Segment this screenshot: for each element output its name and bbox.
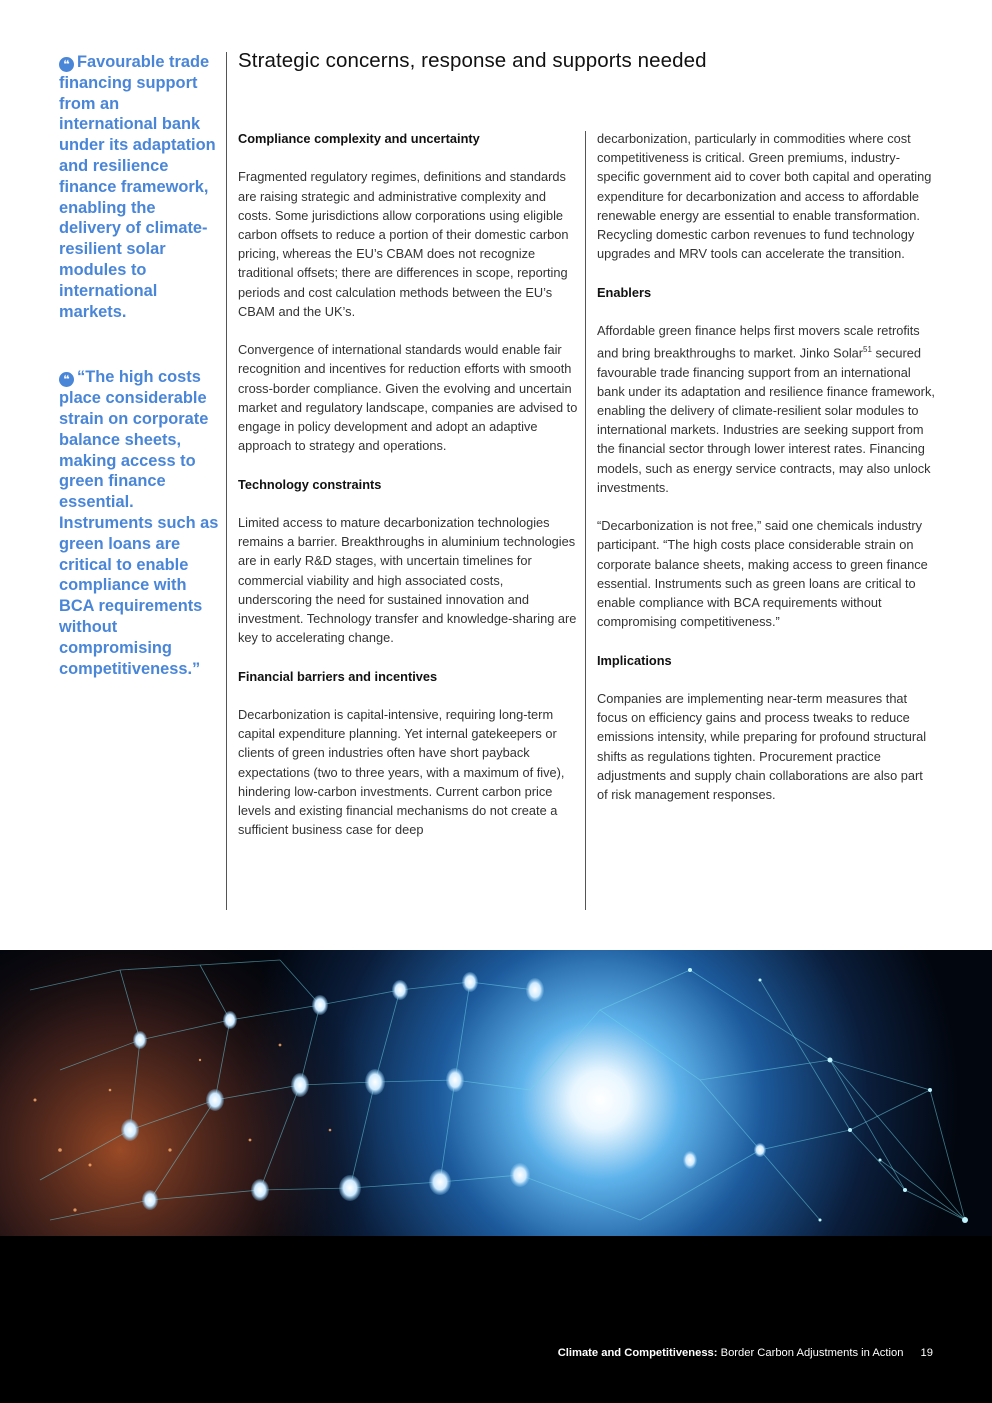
paragraph: Companies are implementing near-term measures that focus on efficiency gains and process tweaks to reduce emissions intensity, while preparing for profound structural shifts as regulations tighten. Procurement practice adjustments and supply chain collaborations are also part of risk management responses. xyxy=(597,691,927,803)
paragraph: Limited access to mature decarbonization technologies remains a barrier. Breakthroughs in aluminium technologies are in early R&D stages, with uncertain timelines for commercial viability and high associated costs, underscoring the need for sustained innovation and investment. Technology transfer and knowledge-sharing are key to accelerating change. xyxy=(238,515,577,646)
paragraph: Fragmented regulatory regimes, definitions and standards are raising strategic and administrative complexity and costs. Some jurisdictions allow corporations using eligible carbon offsets to reduce a portion of their domestic carbon pricing, whereas the EU’s CBAM does not recognize traditional offsets; there are differences in scope, reporting periods and cost calculation methods between the EU’s CBAM and the UK’s. xyxy=(238,169,569,319)
page-footer xyxy=(558,1347,933,1359)
section-heading: Financial barriers and incentives xyxy=(238,668,438,684)
paragraph: Convergence of international standards would enable fair recognition and incentives for reduction efforts with smooth cross-border compliance. Given the evolving and uncertain market and regulatory landscape, companies are advised to engage in policy development and adopt an adaptive approach to strategy and operations. xyxy=(238,342,578,454)
paragraph: Affordable green finance helps first movers scale retrofits and bring breakthroughs to market. Jinko Solar$^{51}$ secured favourable trade financing support from an international bank under its adaptation and resilience finance framework, enabling the delivery of climate-resilient solar modules to international markets. Industries are seeking support from the financial sector through lower interest rates. Financing models, such as energy service contracts, may also unlock investments. xyxy=(597,323,935,495)
article-column-left xyxy=(238,129,580,839)
section-heading: Enablers xyxy=(597,284,652,300)
pull-quote-1: ❝ Favourable trade financing support from an international bank under its adaptation and resilience finance framework, enabling the delivery of climate-resilient solar modules to international markets. xyxy=(59,53,216,321)
page-title: Strategic concerns, response and supports needed xyxy=(238,49,707,72)
network-illustration xyxy=(0,950,992,1236)
pull-quote-2: ❝ “The high costs place considerable strain on corporate balance sheets, making access to green finance essential. Instruments such as green loans are critical to enable compliance with BCA requirements without compromising competitiveness.” xyxy=(59,368,219,678)
publication-title: Climate and Competitiveness: xyxy=(557,1347,718,1359)
paragraph: Decarbonization is capital-intensive, requiring long-term capital expenditure planning. Yet internal gatekeepers or clients of green industries often have short payback expectations (two to three years, with a maximum of five), hindering low-carbon investments. Current carbon price levels and existing financial mechanisms do not create a sufficient business case for deep xyxy=(238,707,565,838)
hero-image-network-globe xyxy=(0,950,992,1236)
paragraph: decarbonization, particularly in commodities where cost competitiveness is critical. Green premiums, industry-specific government aid to cover both capital and operating expenditure for decarbonization and access to affordable renewable energy are essential to enable transformation. Recycling domestic carbon revenues to fund technology upgrades and MRV tools can accelerate the transition. xyxy=(597,131,932,262)
paragraph: “Decarbonization is not free,” said one chemicals industry participant. “The high costs place considerable strain on corporate balance sheets, making access to green finance essential. Instruments such as green loans are critical to enable compliance with BCA requirements without compromising competitiveness.” xyxy=(597,518,928,630)
left-divider xyxy=(226,52,227,910)
sidebar-quotes xyxy=(59,52,219,679)
footer-band xyxy=(0,1236,992,1403)
quote-icon: ❝ xyxy=(59,57,74,72)
quote-icon: ❝ xyxy=(59,372,74,387)
section-heading: Implications xyxy=(597,652,672,668)
page-number: 19 xyxy=(920,1347,933,1359)
article-column-right xyxy=(597,129,937,804)
publication-subtitle: Border Carbon Adjustments in Action xyxy=(720,1347,904,1359)
section-heading: Technology constraints xyxy=(238,476,382,492)
footnote-ref[interactable]: 51 xyxy=(863,345,872,355)
section-heading: Compliance complexity and uncertainty xyxy=(238,131,480,146)
column-divider xyxy=(585,131,586,910)
